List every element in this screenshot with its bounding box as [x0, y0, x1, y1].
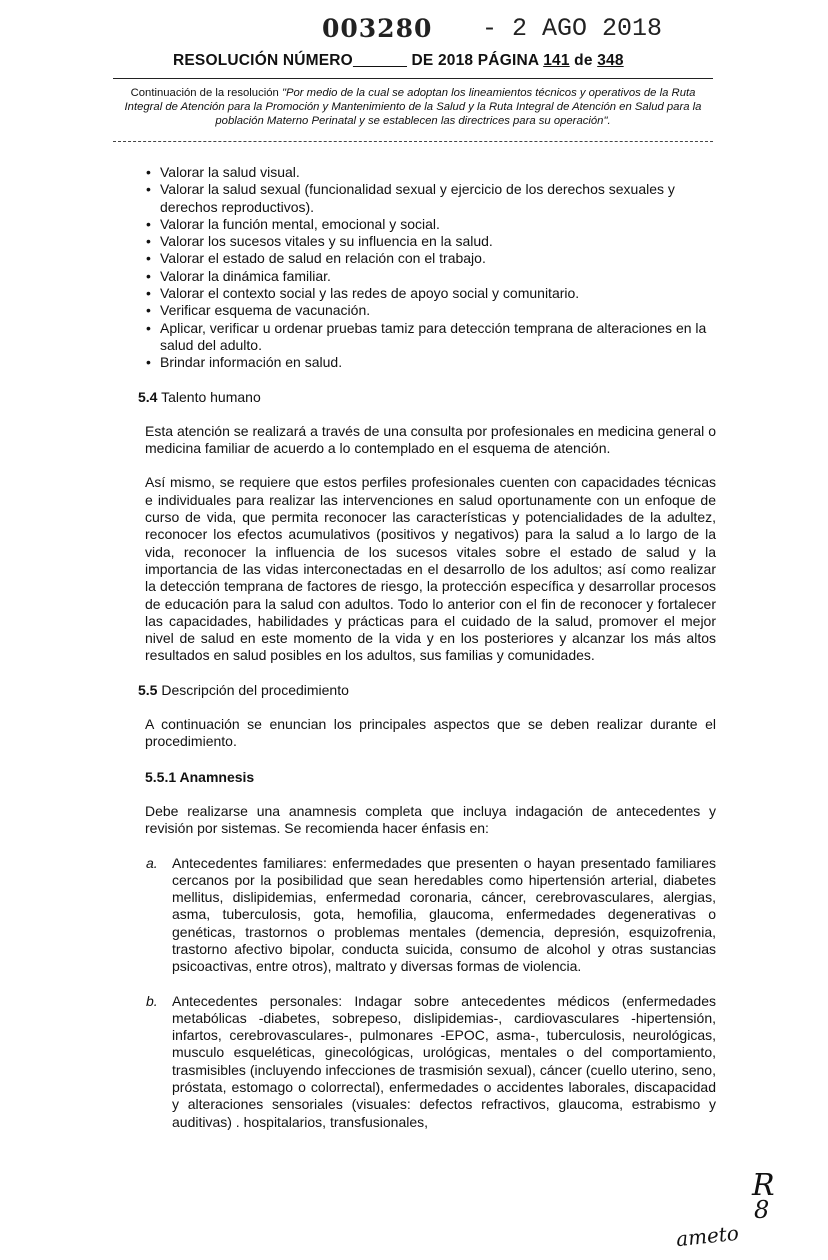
year-page-label: DE 2018 PÁGINA	[411, 52, 539, 69]
page-header	[173, 52, 673, 70]
section-number: 5.5	[138, 681, 158, 698]
list-item: • Valorar la función mental, emocional y social.	[160, 216, 716, 233]
resolution-context	[118, 86, 708, 128]
list-item: • Valorar el contexto social y las redes de apoyo social y comunitario.	[160, 285, 716, 302]
list-item: • Valorar el estado de salud en relación con el trabajo.	[160, 250, 716, 267]
page-of-label: de	[574, 52, 593, 69]
section-5-5-1-heading: 5.5.1 Anamnesis	[145, 768, 255, 785]
list-item: • Valorar la dinámica familiar.	[160, 268, 716, 285]
list-item: • Valorar los sucesos vitales y su influencia en la salud.	[160, 233, 716, 250]
page-total: 348	[597, 52, 624, 69]
page-number: 141	[543, 52, 570, 69]
resolution-number-blank	[353, 52, 407, 69]
paragraph: A continuación se enuncian los principales aspectos que se deben realizar durante el procedimiento.	[145, 716, 716, 750]
list-item: • Brindar información en salud.	[160, 354, 716, 371]
list-item: • Aplicar, verificar u ordenar pruebas tamiz para detección temprana de alteraciones en la salud del adulto.	[160, 320, 716, 355]
document-stamp-date: - 2 AGO 2018	[482, 14, 663, 43]
paragraph: Así mismo, se requiere que estos perfiles profesionales cuenten con capacidades técnicas e individuales para realizar las intervenciones en salud oportunamente con un enfoque de curso de vida, que permita reconocer las características y potencialidades de la adultez, reconocer los efectos acumulativos (positivos y negativos) para la salud a lo largo de la vida, reconocer la influencia de los sucesos vitales sobre el estado de salud y la importancia de las vidas interconectadas en el desarrollo de los adultos; así como realizar la detección temprana de factores de riesgo, la protección específica y desarrollar procesos de educación para la salud con adultos. Todo lo anterior con el fin de reconocer y fortalecer las capacidades, habilidades y prácticas para el cuidado de la salud, promover el mejor nivel de salud en este momento de la vida y en los posteriores y alcanzar los más altos resultados en salud posibles en los adultos, sus familias y comunidades.	[145, 474, 716, 664]
list-item: • Valorar la salud visual.	[160, 164, 716, 181]
list-item: • Verificar esquema de vacunación.	[160, 302, 716, 319]
margin-initials: R	[752, 1168, 775, 1203]
section-title: Descripción del procedimiento	[161, 681, 349, 698]
list-item-text: Antecedentes familiares: enfermedades que presenten o hayan presentado familiares cercanos por la posibilidad que sean heredables como hipertensión arterial, diabetes mellitus, dislipidemias, enfermedad coronaria, cáncer, cerebrovasculares, alergias, asma, tuberculosis, gota, hemofilia, glaucoma, enfermedades degenerativas o genéticas, trastornos o problemas mentales (demencia, depresión, esquizofrenia, trastorno afectivo bipolar, conducta suicida, consumo de alcohol y otras sustancias psicoactivas, entre otros), maltrato y diversas formas de violencia.	[172, 854, 716, 975]
list-item	[146, 992, 716, 1131]
context-dashed-rule	[113, 141, 713, 142]
list-item	[146, 854, 716, 976]
resolution-label: RESOLUCIÓN NÚMERO	[173, 52, 353, 69]
header-rule	[113, 78, 713, 79]
section-5-4-heading	[138, 389, 716, 406]
list-marker: a.	[146, 854, 158, 871]
handwritten-signature: ameto	[674, 1220, 740, 1252]
list-marker: b.	[146, 992, 158, 1009]
assessment-bullet-list	[138, 164, 716, 372]
section-number: 5.4	[138, 388, 158, 405]
paragraph: Debe realizarse una anamnesis completa que incluya indagación de antecedentes y revisión por sistemas. Se recomienda hacer énfasis en:	[145, 802, 716, 837]
antecedents-list	[138, 855, 716, 1131]
section-5-5-heading	[138, 682, 716, 699]
section-title: Talento humano	[161, 388, 261, 405]
document-stamp-number: 003280	[322, 14, 433, 43]
context-text: "Por medio de la cual se adoptan los lineamientos técnicos y operativos de la Ruta Integral de Atención para la Promoción y Mantenimiento de la Salud y la Ruta Integral de Atención en Salud para la población Materno Perinatal y se establecen las directrices para su operación".	[124, 87, 702, 127]
margin-number: 8	[754, 1196, 770, 1224]
list-item: • Valorar la salud sexual (funcionalidad sexual y ejercicio de los derechos sexuales y derechos reproductivos).	[160, 181, 716, 216]
context-prefix: Continuación de la resolución	[130, 87, 279, 99]
list-item-text: Antecedentes personales: Indagar sobre antecedentes médicos (enfermedades metabólicas -diabetes, sobrepeso, dislipidemias-, cardiovasculares -hipertensión, infartos, cerebrovasculares-, pulmonares -EPOC, asma-, tuberculosis, neurológicas, musculo esqueléticas, ginecológicas, urológicas, mentales o del comportamiento, trasmisibles (incluyendo infecciones de trasmisión sexual), cáncer (cuello uterino, seno, próstata, estomago o colorrectal), enfermedades o accidentes laborales, discapacidad y alteraciones sensoriales (visuales: defectos refractivos, glaucoma, estrabismo y auditivas) . hospitalarios, transfusionales,	[172, 992, 716, 1130]
page-body	[138, 164, 716, 1148]
paragraph: Esta atención se realizará a través de una consulta por profesionales en medicina general o medicina familiar de acuerdo a lo contemplado en el esquema de atención.	[145, 422, 716, 457]
